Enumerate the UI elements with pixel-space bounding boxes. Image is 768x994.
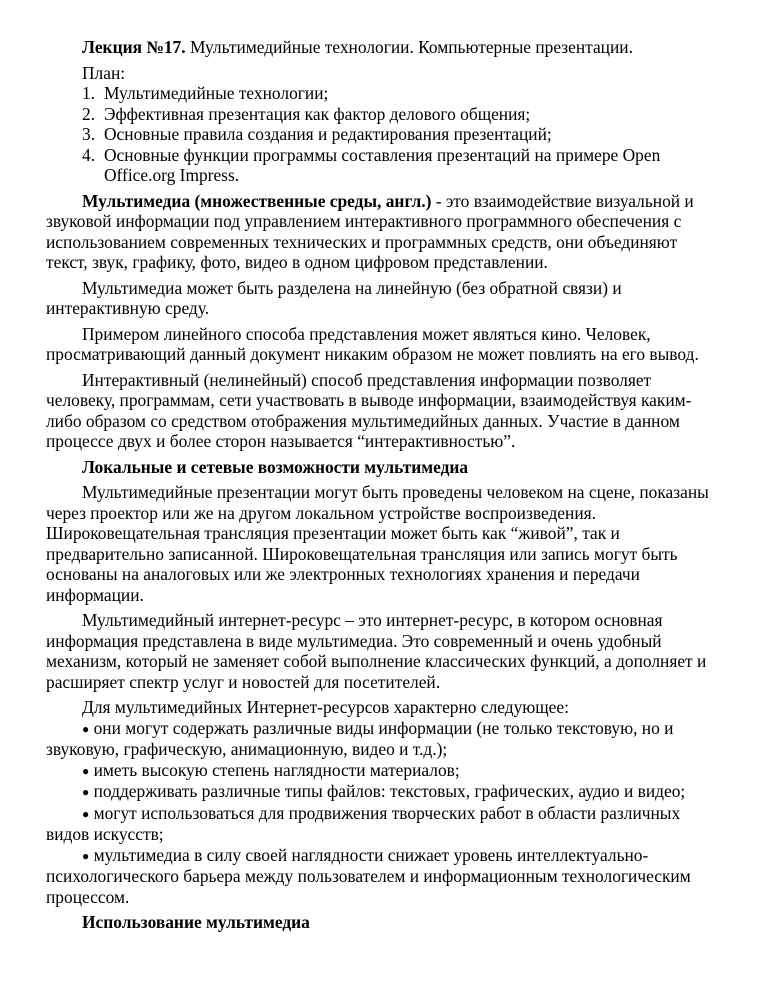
bullet-item <box>46 803 718 845</box>
bullet-icon: ● <box>82 721 90 736</box>
plan-item-number: 2. <box>82 103 96 124</box>
list-intro: Для мультимедийных Интернет-ресурсов характерно следующее: <box>82 697 569 717</box>
section-heading-usage: Использование мультимедиа <box>82 912 310 932</box>
bullet-item <box>46 845 718 908</box>
plan-item <box>46 83 718 104</box>
bullet-item <box>46 781 718 803</box>
definition-paragraph <box>46 191 718 273</box>
bullet-icon: ● <box>82 763 90 778</box>
bullet-icon: ● <box>82 806 90 821</box>
lecture-title: Мультимедийные технологии. Компьютерные презентации. <box>185 37 633 57</box>
plan-item-text: Основные функции программы составления презентаций на примере Open Office.org Impress. <box>104 144 661 185</box>
bullet-item <box>46 718 718 760</box>
definition-text: - это взаимодействие визуальной и звуковой информации под управлением интерактивного программного обеспечения с использованием современных технических и программных средств, они объединяют текст, звук, графику, фото, видео в одном цифровом представлении. <box>46 190 694 272</box>
plan-item-number: 3. <box>82 124 96 144</box>
definition-term: Мультимедиа (множественные среды, англ.) <box>82 190 432 211</box>
plan-item-number: 4. <box>82 144 96 165</box>
bullet-list <box>46 718 718 908</box>
section-heading-local-network: Локальные и сетевые возможности мультимедиа <box>82 456 469 477</box>
lecture-title-line <box>46 37 718 58</box>
plan-item <box>46 124 718 145</box>
bullet-text: мультимедиа в силу своей наглядности снижает уровень интеллектуально-психологического барьера между пользователем и информационным технологическим процессом. <box>46 844 691 907</box>
plan-item-number: 1. <box>82 83 96 103</box>
plan-item-text: Эффективная презентация как фактор делового общения; <box>104 103 531 124</box>
plan-item <box>46 104 718 125</box>
body-paragraph: Интерактивный (нелинейный) способ представления информации позволяет человеку, программам, сети участвовать в выводе информации, взаимодействуя каким-либо образом со средством отображения мультимедийных данных. Участие в данном процессе двух и более сторон называется “интерактивностью”. <box>46 369 692 451</box>
plan-item-text: Основные правила создания и редактирования презентаций; <box>104 124 552 144</box>
plan-list <box>46 83 718 186</box>
bullet-icon: ● <box>82 848 90 863</box>
plan-item <box>46 145 718 186</box>
plan-item-text: Мультимедийные технологии; <box>104 83 329 103</box>
body-paragraph: Мультимедиа может быть разделена на линейную (без обратной связи) и интерактивную среду. <box>46 277 622 318</box>
lecture-number: Лекция №17. <box>82 37 186 57</box>
body-paragraph: Примером линейного способа представления может являться кино. Человек, просматривающий данный документ никаким образом не может повлиять на его вывод. <box>46 323 699 364</box>
bullet-text: поддерживать различные типы файлов: текстовых, графических, аудио и видео; <box>93 781 686 801</box>
bullet-item <box>46 760 718 782</box>
bullet-text: могут использоваться для продвижения творческих работ в области различных видов искусств; <box>46 802 681 844</box>
bullet-icon: ● <box>82 785 90 799</box>
body-paragraph: Мультимедийные презентации могут быть проведены человеком на сцене, показаны через проектор или же на другом локальном устройстве воспроизведения. Широковещательная трансляция презентации может быть как “живой”, так и предварительно записанной. Широковещательная трансляция или запись могут быть основаны на аналоговых или же электронных технологиях хранения и передачи информации. <box>46 482 709 605</box>
bullet-text: они могут содержать различные виды информации (не только текстовую, но и звуковую, графическую, анимационную, видео и т.д.); <box>46 717 674 759</box>
bullet-text: иметь высокую степень наглядности материалов; <box>93 759 460 780</box>
body-paragraph: Мультимедийный интернет-ресурс – это интернет-ресурс, в котором основная информация представлена в виде мультимедиа. Это современный и очень удобный механизм, который не заменяет собой выполнение классических функций, а дополняет и расширяет спектр услуг и новостей для посетителей. <box>46 610 707 692</box>
plan-label: План: <box>82 62 126 83</box>
